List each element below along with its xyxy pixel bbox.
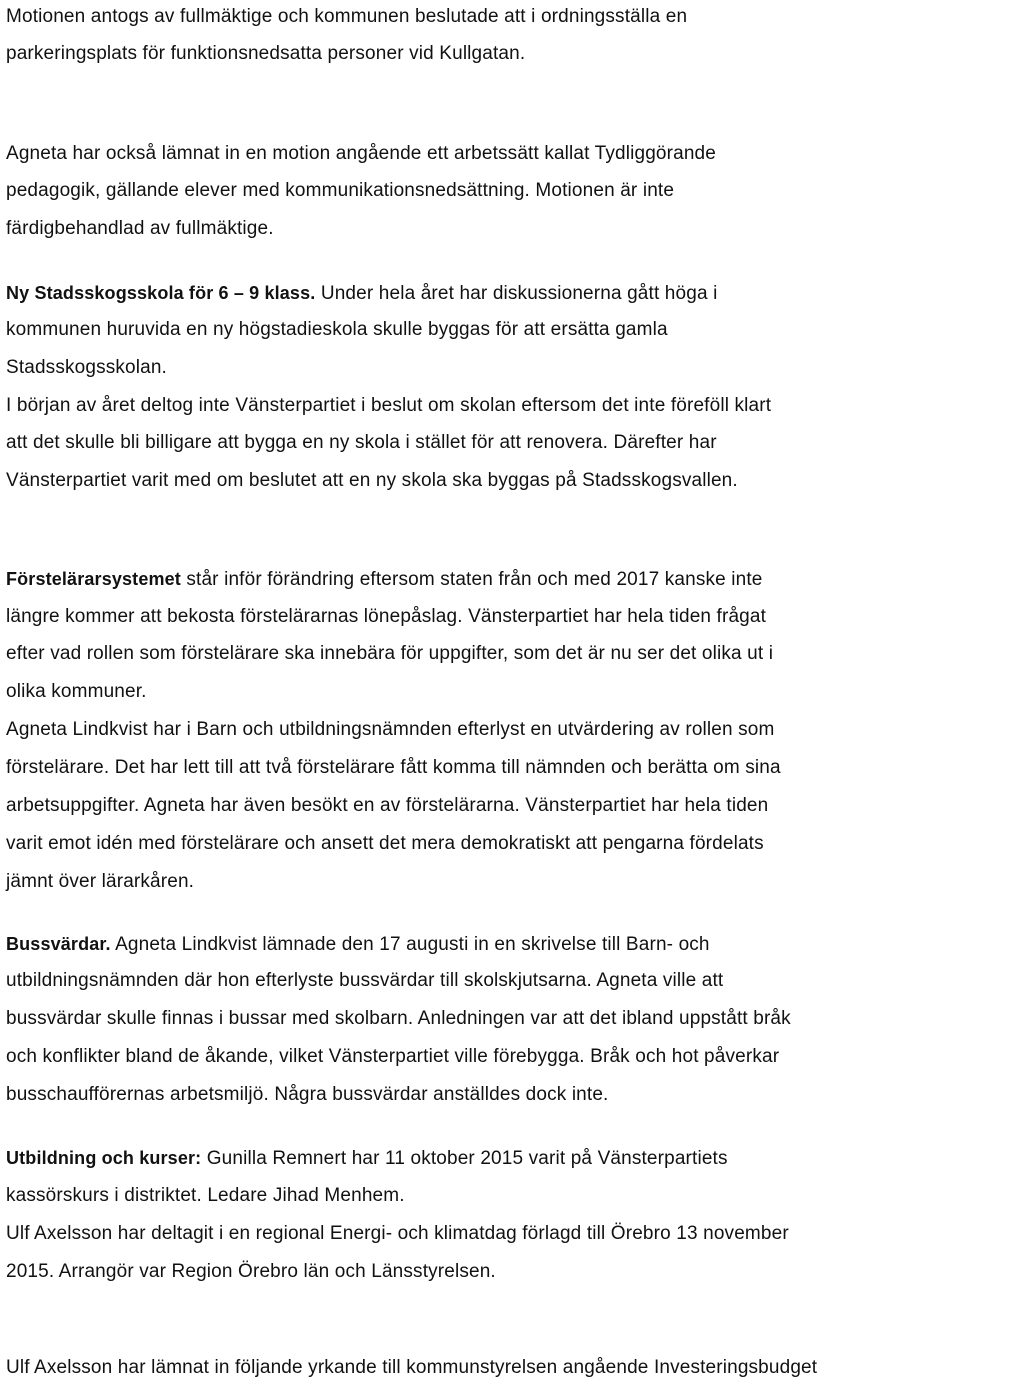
text-line: Motionen antogs av fullmäktige och kommunen beslutade att i ordningsställa en — [6, 6, 688, 27]
text-line: jämnt över lärarkåren. — [6, 871, 195, 892]
heading-line — [6, 932, 710, 957]
text-line: kassörskurs i distriktet. Ledare Jihad Menhem. — [6, 1185, 405, 1206]
text-line: busschaufförernas arbetsmiljö. Några bussvärdar anställdes dock inte. — [6, 1084, 609, 1105]
text-line: Ulf Axelsson har deltagit i en regional Energi- och klimatdag förlagd till Örebro 13 november — [6, 1223, 789, 1244]
heading-line — [6, 567, 763, 592]
section-heading: Ny Stadsskogsskola för 6 – 9 klass. — [6, 283, 316, 303]
text-line: Ulf Axelsson har lämnat in följande yrkande till kommunstyrelsen angående Investeringsbudget — [6, 1357, 818, 1378]
text-line: olika kommuner. — [6, 681, 147, 702]
heading-continuation: Gunilla Remnert har 11 oktober 2015 varit på Vänsterpartiets — [201, 1148, 728, 1169]
text-line: och konflikter bland de åkande, vilket Vänsterpartiet ville förebygga. Bråk och hot påverkar — [6, 1046, 780, 1067]
text-line: bussvärdar skulle finnas i bussar med skolbarn. Anledningen var att det ibland uppstått bråk — [6, 1008, 791, 1029]
section-heading: Förstelärarsystemet — [6, 569, 181, 589]
heading-continuation: Under hela året har diskussionerna gått höga i — [315, 283, 718, 304]
text-line: I början av året deltog inte Vänsterpartiet i beslut om skolan eftersom det inte föreföll klart — [6, 395, 772, 416]
text-line: pedagogik, gällande elever med kommunikationsnedsättning. Motionen är inte — [6, 180, 675, 201]
text-line: Agneta Lindkvist har i Barn och utbildningsnämnden efterlyst en utvärdering av rollen som — [6, 719, 775, 740]
text-line: färdigbehandlad av fullmäktige. — [6, 218, 274, 239]
text-line: arbetsuppgifter. Agneta har även besökt en av förstelärarna. Vänsterpartiet har hela tiden — [6, 795, 769, 816]
text-line: Stadsskogsskolan. — [6, 357, 167, 378]
text-line: utbildningsnämnden där hon efterlyste bussvärdar till skolskjutsarna. Agneta ville att — [6, 970, 724, 991]
text-line: 2015. Arrangör var Region Örebro län och Länsstyrelsen. — [6, 1261, 496, 1282]
text-line: kommunen huruvida en ny högstadieskola skulle byggas för att ersätta gamla — [6, 319, 668, 340]
heading-continuation: Agneta Lindkvist lämnade den 17 augusti in en skrivelse till Barn- och — [110, 934, 710, 955]
text-line: Vänsterpartiet varit med om beslutet att en ny skola ska byggas på Stadsskogsvallen. — [6, 470, 738, 491]
text-line: längre kommer att bekosta förstelärarnas lönepåslag. Vänsterpartiet har hela tiden frågat — [6, 606, 767, 627]
heading-line — [6, 281, 717, 306]
text-line: Agneta har också lämnat in en motion angående ett arbetssätt kallat Tydliggörande — [6, 143, 716, 164]
text-line: att det skulle bli billigare att bygga en ny skola i stället för att renovera. Därefter har — [6, 432, 717, 453]
text-line: parkeringsplats för funktionsnedsatta personer vid Kullgatan. — [6, 43, 526, 64]
text-line: efter vad rollen som förstelärare ska innebära för uppgifter, som det är nu ser det olika ut i — [6, 643, 774, 664]
heading-line — [6, 1146, 728, 1171]
section-heading: Utbildning och kurser: — [6, 1148, 202, 1168]
text-line: varit emot idén med förstelärare och ansett det mera demokratiskt att pengarna fördelats — [6, 833, 764, 854]
heading-continuation: står inför förändring eftersom staten från och med 2017 kanske inte — [180, 569, 763, 590]
text-line: förstelärare. Det har lett till att två förstelärare fått komma till nämnden och berätta om sina — [6, 757, 781, 778]
section-heading: Bussvärdar. — [6, 934, 111, 954]
